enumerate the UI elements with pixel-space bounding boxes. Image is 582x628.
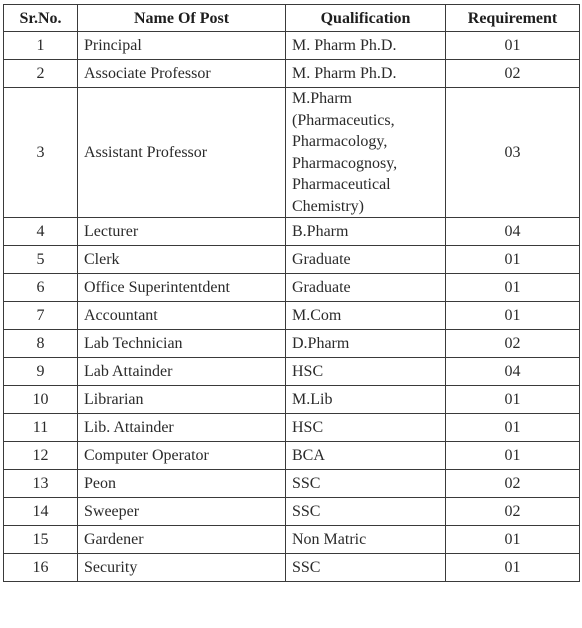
cell-requirement: 01: [446, 442, 580, 470]
qualification-line: Graduate: [292, 279, 351, 296]
table-row: [4, 88, 580, 218]
cell-sr-no: 8: [4, 330, 78, 358]
cell-sr-no: 9: [4, 358, 78, 386]
cell-sr-no: 11: [4, 414, 78, 442]
posts-table: [3, 4, 580, 582]
cell-post-name: Principal: [78, 32, 286, 60]
qualification-line: Pharmacognosy,: [292, 154, 398, 172]
qualification-line: SSC: [292, 559, 321, 576]
table-row: [4, 330, 580, 358]
table-row: [4, 414, 580, 442]
header-requirement: Requirement: [446, 5, 580, 32]
posts-table-container: [3, 4, 579, 582]
qualification-line: SSC: [292, 503, 321, 520]
qualification-line: HSC: [292, 419, 324, 436]
cell-qualification: [286, 32, 446, 60]
table-header: [4, 5, 580, 32]
table-row: [4, 274, 580, 302]
table-row: [4, 498, 580, 526]
header-row: [4, 5, 580, 32]
cell-requirement: 02: [446, 470, 580, 498]
cell-sr-no: 14: [4, 498, 78, 526]
cell-qualification: [286, 414, 446, 442]
cell-qualification: [286, 218, 446, 246]
cell-post-name: Lib. Attainder: [78, 414, 286, 442]
cell-post-name: Peon: [78, 470, 286, 498]
qualification-line: Graduate: [292, 251, 351, 268]
cell-qualification: [286, 386, 446, 414]
cell-post-name: Sweeper: [78, 498, 286, 526]
cell-post-name: Computer Operator: [78, 442, 286, 470]
cell-requirement: 01: [446, 526, 580, 554]
table-body: [4, 32, 580, 582]
cell-qualification: [286, 274, 446, 302]
cell-post-name: Librarian: [78, 386, 286, 414]
cell-sr-no: 3: [4, 88, 78, 218]
cell-requirement: 04: [446, 218, 580, 246]
table-row: [4, 246, 580, 274]
table-row: [4, 554, 580, 582]
qualification-line: Pharmaceutical: [292, 176, 391, 193]
qualification-line: HSC: [292, 363, 324, 380]
cell-requirement: 01: [446, 274, 580, 302]
table-row: [4, 60, 580, 88]
cell-requirement: 01: [446, 32, 580, 60]
qualification-line: (Pharmaceutics,: [292, 111, 395, 129]
header-qualification: Qualification: [286, 5, 446, 32]
cell-qualification: [286, 330, 446, 358]
table-row: [4, 442, 580, 470]
cell-sr-no: 16: [4, 554, 78, 582]
cell-requirement: 02: [446, 60, 580, 88]
cell-sr-no: 13: [4, 470, 78, 498]
cell-sr-no: 7: [4, 302, 78, 330]
cell-sr-no: 1: [4, 32, 78, 60]
qualification-line: B.Pharm: [292, 223, 349, 240]
cell-requirement: 03: [446, 88, 580, 218]
cell-post-name: Lab Attainder: [78, 358, 286, 386]
cell-post-name: Security: [78, 554, 286, 582]
qualification-line: M. Pharm Ph.D.: [292, 65, 397, 82]
cell-sr-no: 12: [4, 442, 78, 470]
qualification-line: M.Pharm: [292, 90, 352, 107]
table-row: [4, 358, 580, 386]
qualification-line: SSC: [292, 475, 321, 492]
cell-sr-no: 10: [4, 386, 78, 414]
cell-post-name: Lecturer: [78, 218, 286, 246]
table-row: [4, 32, 580, 60]
cell-qualification: [286, 470, 446, 498]
cell-requirement: 01: [446, 414, 580, 442]
header-sr-no: Sr.No.: [4, 5, 78, 32]
qualification-line: Non Matric: [292, 531, 367, 548]
cell-requirement: 01: [446, 554, 580, 582]
cell-qualification: [286, 88, 446, 218]
qualification-line: M.Com: [292, 307, 342, 324]
cell-qualification: [286, 554, 446, 582]
cell-requirement: 02: [446, 330, 580, 358]
cell-qualification: [286, 442, 446, 470]
qualification-line: D.Pharm: [292, 335, 350, 352]
table-row: [4, 470, 580, 498]
qualification-line: BCA: [292, 447, 325, 464]
table-row: [4, 386, 580, 414]
cell-requirement: 04: [446, 358, 580, 386]
cell-post-name: Gardener: [78, 526, 286, 554]
cell-sr-no: 5: [4, 246, 78, 274]
cell-post-name: Assistant Professor: [78, 88, 286, 218]
header-name-of-post: Name Of Post: [78, 5, 286, 32]
qualification-line: Chemistry): [292, 197, 364, 215]
cell-requirement: 01: [446, 246, 580, 274]
cell-qualification: [286, 358, 446, 386]
cell-qualification: [286, 302, 446, 330]
cell-sr-no: 15: [4, 526, 78, 554]
cell-qualification: [286, 526, 446, 554]
cell-requirement: 02: [446, 498, 580, 526]
cell-post-name: Clerk: [78, 246, 286, 274]
cell-qualification: [286, 60, 446, 88]
table-row: [4, 218, 580, 246]
cell-sr-no: 2: [4, 60, 78, 88]
qualification-line: M. Pharm Ph.D.: [292, 37, 397, 54]
cell-post-name: Accountant: [78, 302, 286, 330]
cell-qualification: [286, 246, 446, 274]
cell-requirement: 01: [446, 302, 580, 330]
qualification-line: Pharmacology,: [292, 133, 388, 150]
cell-requirement: 01: [446, 386, 580, 414]
table-row: [4, 526, 580, 554]
cell-post-name: Associate Professor: [78, 60, 286, 88]
qualification-line: M.Lib: [292, 391, 333, 408]
cell-sr-no: 4: [4, 218, 78, 246]
cell-sr-no: 6: [4, 274, 78, 302]
table-row: [4, 302, 580, 330]
cell-post-name: Lab Technician: [78, 330, 286, 358]
cell-qualification: [286, 498, 446, 526]
cell-post-name: Office Superintentdent: [78, 274, 286, 302]
